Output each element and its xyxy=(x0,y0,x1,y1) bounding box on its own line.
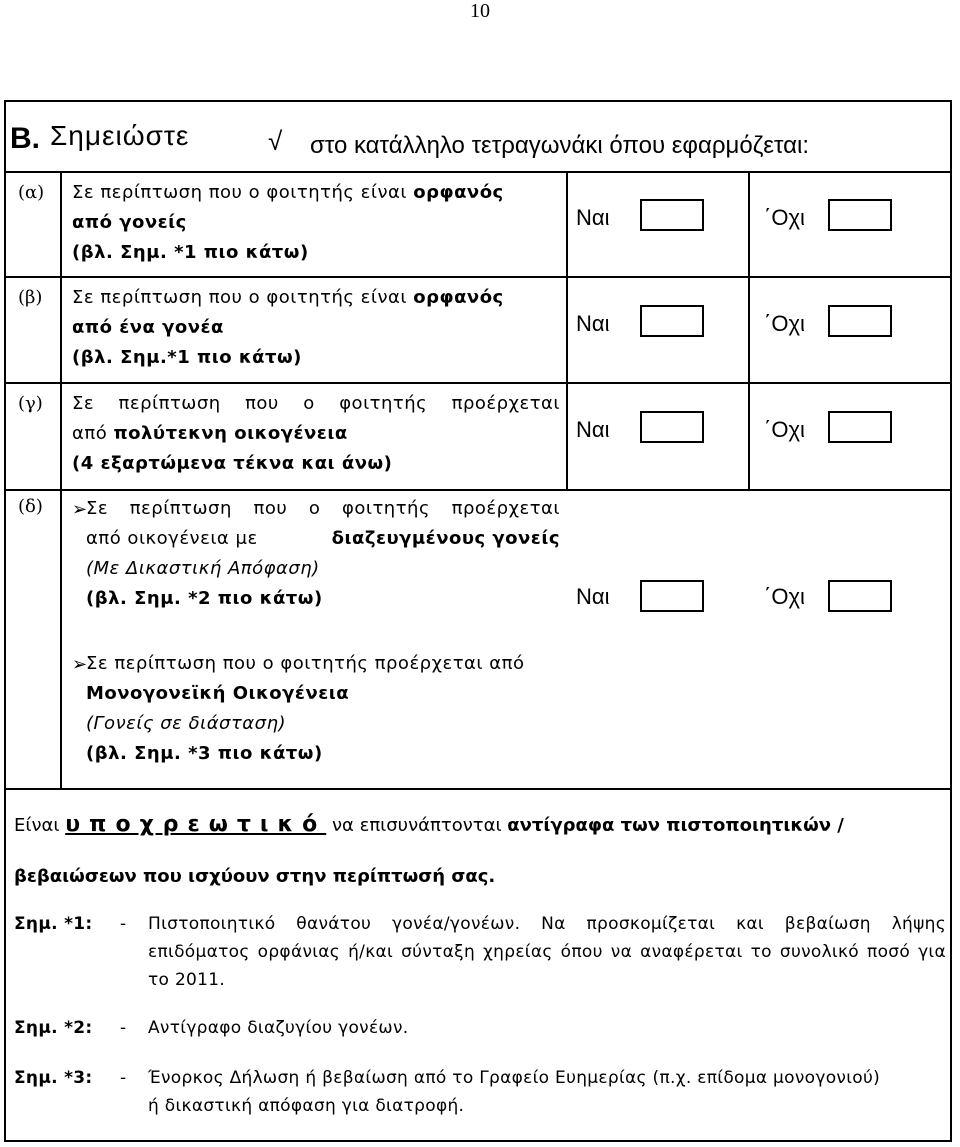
row-e-line4: (βλ. Σημ. *3 πιο κάτω) xyxy=(86,743,323,764)
row-label: (α) xyxy=(18,182,45,203)
row-d-line1: Σε περίπτωση που ο φοιτητής προέρχεται xyxy=(86,498,560,519)
yes-label: Ναι xyxy=(576,417,610,442)
yes-label: Ναι xyxy=(576,311,610,336)
note-line: το 2011. xyxy=(148,970,226,990)
note-dash: - xyxy=(120,914,127,934)
note-dash: - xyxy=(120,1068,127,1088)
note-line: ή δικαστική απόφαση για διατροφή. xyxy=(148,1096,465,1116)
header-decor-word: Σημειώστε xyxy=(50,120,190,151)
no-checkbox[interactable] xyxy=(828,580,892,612)
row-a-text xyxy=(72,178,504,268)
note-body xyxy=(148,1014,408,1042)
row-b-text xyxy=(72,283,504,373)
row-e-line2: Μονογονεϊκή Οικογένεια xyxy=(86,683,350,704)
note-ref: Σημ. *2: xyxy=(14,1018,93,1038)
row-c-text xyxy=(72,389,560,479)
row-a-line3: (βλ. Σημ. *1 πιο κάτω) xyxy=(72,242,309,263)
check-mark-icon: √ xyxy=(268,126,283,156)
section-letter: Β. xyxy=(10,122,40,155)
mandatory-bold1: αντίγραφα των πιστοποιητικών / xyxy=(507,815,844,836)
row-a-bold: ορφανός xyxy=(413,182,504,203)
yes-checkbox[interactable] xyxy=(640,305,704,337)
yes-label: Ναι xyxy=(576,205,610,230)
mandatory-line2 xyxy=(14,866,495,887)
no-checkbox[interactable] xyxy=(828,199,892,231)
no-checkbox[interactable] xyxy=(828,411,892,443)
note-body xyxy=(148,910,946,994)
note-line: επιδόματος ορφάνιας ή/και σύνταξη χηρείας όπου να αναφέρεται το συνολικό ποσό για xyxy=(148,942,946,962)
note-line: Ένορκος Δήλωση ή βεβαίωση από το Γραφείο Ευημερίας (π.χ. επίδομα μονογονιού) xyxy=(148,1068,881,1088)
row-c-line1: Σε περίπτωση που ο φοιτητής προέρχεται xyxy=(72,393,560,414)
mandatory-statement xyxy=(14,812,844,837)
row-a-line1: Σε περίπτωση που ο φοιτητής είναι xyxy=(72,182,414,203)
row-d-bold: διαζευγμένους γονείς xyxy=(331,528,560,549)
no-label: ΄Οχι xyxy=(764,417,805,442)
note-dash: - xyxy=(120,1018,127,1038)
yes-label: Ναι xyxy=(576,584,610,609)
row-label: (δ) xyxy=(18,496,43,517)
header-instruction: στο κατάλληλο τετραγωνάκι όπου εφαρμόζεται: xyxy=(310,132,809,159)
divider xyxy=(4,382,952,384)
yes-checkbox[interactable] xyxy=(640,199,704,231)
no-checkbox[interactable] xyxy=(828,305,892,337)
row-label: (γ) xyxy=(18,393,43,414)
note-ref: Σημ. *1: xyxy=(14,914,93,934)
row-a-line2: από γονείς xyxy=(72,212,187,233)
row-d-text xyxy=(86,494,560,614)
note-line: Πιστοποιητικό θανάτου γονέα/γονέων. Να προσκομίζεται και βεβαίωση λήψης xyxy=(148,914,946,934)
note-ref: Σημ. *3: xyxy=(14,1068,93,1088)
page-number: 10 xyxy=(470,0,490,22)
row-c-line3: (4 εξαρτώμενα τέκνα και άνω) xyxy=(72,453,393,474)
divider xyxy=(60,171,62,789)
arrow-bullet-icon: ➢ xyxy=(72,654,88,675)
row-b-line3: (βλ. Σημ.*1 πιο κάτω) xyxy=(72,347,302,368)
row-e-line1: Σε περίπτωση που ο φοιτητής προέρχεται από xyxy=(86,653,525,674)
no-label: ΄Οχι xyxy=(764,205,805,230)
no-label: ΄Οχι xyxy=(764,311,805,336)
row-d-line4: (βλ. Σημ. *2 πιο κάτω) xyxy=(86,588,323,609)
arrow-bullet-icon: ➢ xyxy=(72,499,88,520)
row-d-line3: (Με Δικαστική Απόφαση) xyxy=(86,558,320,579)
note-body xyxy=(148,1064,880,1120)
divider xyxy=(4,171,952,173)
divider xyxy=(4,788,952,790)
row-b-line2: από ένα γονέα xyxy=(72,317,224,338)
row-e-line3: (Γονείς σε διάσταση) xyxy=(86,713,287,734)
mandatory-pre: Είναι xyxy=(14,815,66,836)
yes-checkbox[interactable] xyxy=(640,580,704,612)
mandatory-word: υποχρεωτικό xyxy=(65,812,327,837)
row-b-bold: ορφανός xyxy=(413,287,504,308)
row-b-line1: Σε περίπτωση που ο φοιτητής είναι xyxy=(72,287,414,308)
note-line: Αντίγραφο διαζυγίου γονέων. xyxy=(148,1018,409,1038)
divider xyxy=(748,171,750,489)
divider xyxy=(566,171,568,489)
mandatory-mid: να επισυνάπτονται xyxy=(326,815,508,836)
no-label: ΄Οχι xyxy=(764,584,805,609)
yes-checkbox[interactable] xyxy=(640,411,704,443)
mandatory-bold2: βεβαιώσεων που ισχύουν στην περίπτωσή σας. xyxy=(14,866,496,887)
row-e-text xyxy=(86,649,524,769)
row-d-line2: από οικογένεια με xyxy=(86,528,258,549)
divider xyxy=(4,489,952,491)
row-label: (β) xyxy=(18,287,43,308)
row-c-line2: από xyxy=(72,423,114,444)
divider xyxy=(4,276,952,278)
row-c-bold: πολύτεκνη οικογένεια xyxy=(113,423,348,444)
